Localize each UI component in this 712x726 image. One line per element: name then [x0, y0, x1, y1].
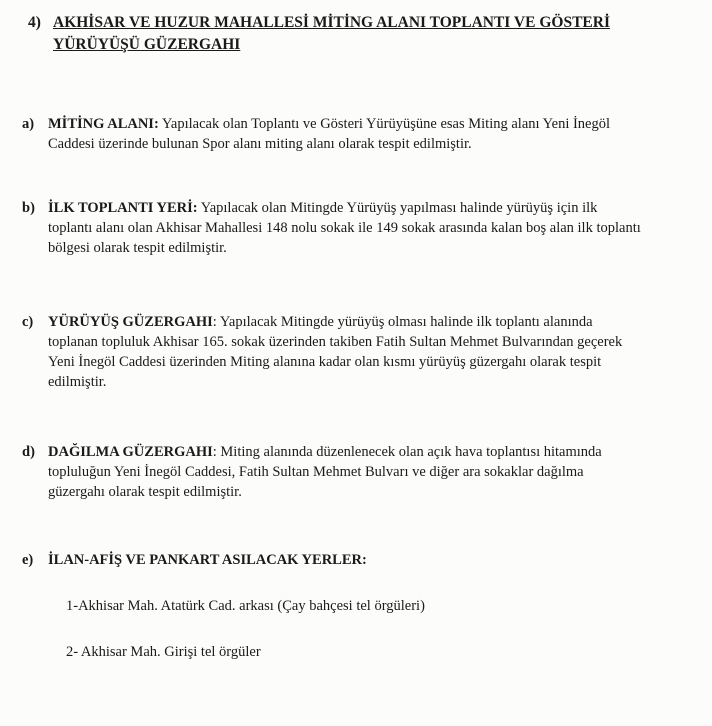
section-text: bölgesi olarak tespit edilmiştir. — [48, 240, 227, 256]
section-text: Caddesi üzerinde bulunan Spor alanı miting alanı olarak tespit edilmiştir. — [48, 136, 472, 152]
section-d — [22, 442, 684, 502]
section-b — [22, 198, 684, 258]
section-e — [22, 550, 684, 570]
section-title: YÜRÜYÜŞ GÜZERGAHI — [48, 314, 213, 330]
section-text: toplanan topluluk Akhisar 165. sokak üzerinden takiben Fatih Sultan Mehmet Bulvarından geçerek — [48, 334, 623, 350]
heading-number: 4) — [28, 14, 41, 31]
section-letter: e) — [22, 552, 34, 568]
list-item: 1-Akhisar Mah. Atatürk Cad. arkası (Çay bahçesi tel örgüleri) — [66, 598, 425, 614]
section-a — [22, 114, 684, 154]
section-letter: b) — [22, 200, 35, 216]
section-text: : Miting alanında düzenlenecek olan açık hava toplantısı hitamında — [212, 444, 602, 460]
section-title: İLK TOPLANTI YERİ: — [48, 200, 198, 216]
section-text: Yapılacak olan Mitingde Yürüyüş yapılması halinde yürüyüş için ilk — [197, 200, 598, 216]
section-letter: c) — [22, 314, 34, 330]
section-letter: d) — [22, 444, 35, 460]
section-letter: a) — [22, 116, 35, 132]
section-text: : Yapılacak Mitingde yürüyüş olması halinde ilk toplantı alanında — [212, 314, 593, 330]
section-text: Yeni İnegöl Caddesi üzerinden Miting alanına kadar olan kısmı yürüyüş güzergahı olarak tespit — [48, 354, 602, 370]
heading-line-2: YÜRÜYÜŞÜ GÜZERGAHI — [53, 36, 241, 53]
section-text: topluluğun Yeni İnegöl Caddesi, Fatih Sultan Mehmet Bulvarı ve diğer ara sokaklar dağılma — [48, 464, 584, 480]
section-c — [22, 312, 684, 392]
list-item: 2- Akhisar Mah. Girişi tel örgüler — [66, 644, 261, 660]
section-text: güzergahı olarak tespit edilmiştir. — [48, 484, 242, 500]
heading-line-1: AKHİSAR VE HUZUR MAHALLESİ MİTİNG ALANI TOPLANTI VE GÖSTERİ — [53, 14, 610, 31]
section-text: edilmiştir. — [48, 374, 107, 390]
section-title: MİTİNG ALANI: — [48, 116, 159, 132]
section-text: Yapılacak olan Toplantı ve Gösteri Yürüyüşüne esas Miting alanı Yeni İnegöl — [158, 116, 611, 132]
section-text: toplantı alanı olan Akhisar Mahallesi 148 nolu sokak ile 149 sokak arasında kalan boş alan ilk toplantı — [48, 220, 641, 236]
section-title: DAĞILMA GÜZERGAHI — [48, 444, 213, 460]
section-title: İLAN-AFİŞ VE PANKART ASILACAK YERLER: — [48, 552, 367, 568]
